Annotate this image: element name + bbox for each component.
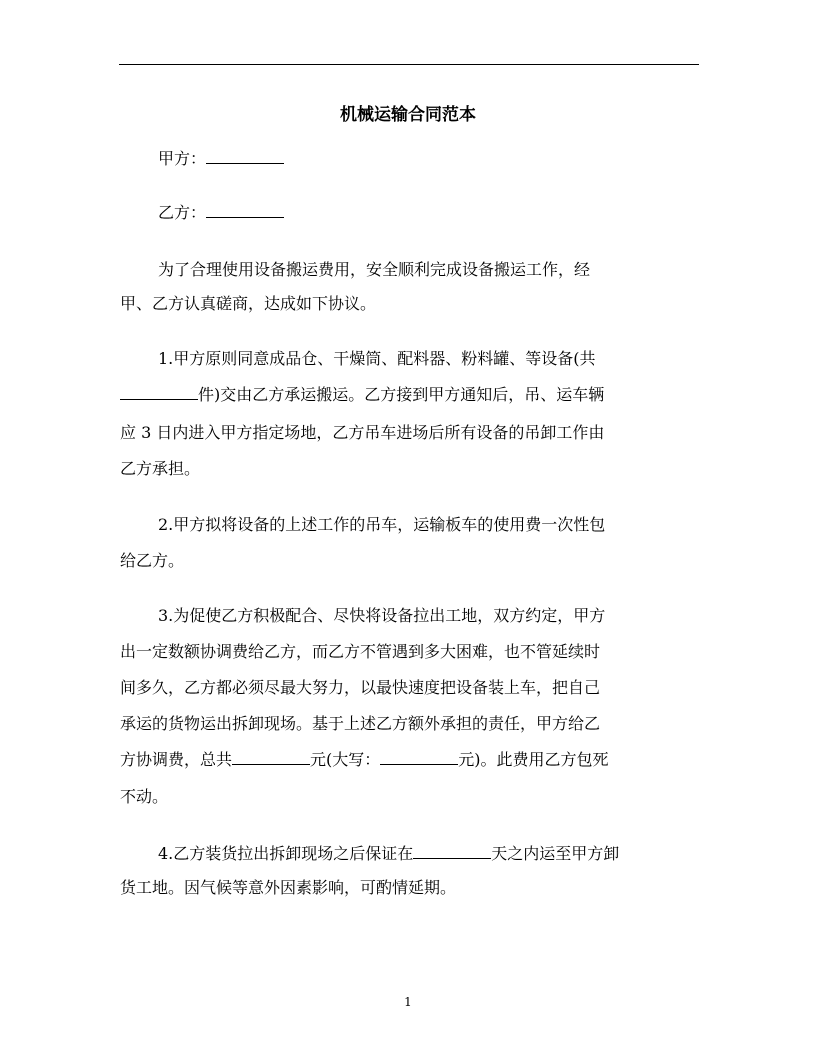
clause3-fee-capital-label: 元(大写： bbox=[310, 750, 381, 769]
clause3-fee-capital-blank bbox=[380, 746, 458, 765]
party-b-blank bbox=[206, 199, 284, 218]
clause4-line-1 bbox=[158, 840, 619, 868]
clause1-quantity-blank bbox=[120, 381, 198, 400]
intro-line-1: 为了合理使用设备搬运费用，安全顺利完成设备搬运工作，经 bbox=[158, 260, 591, 279]
clause4-line-2: 货工地。因气候等意外因素影响，可酌情延期。 bbox=[120, 878, 457, 897]
clause1-line-2-text: 件)交由乙方承运搬运。乙方接到甲方通知后，吊、运车辆 bbox=[198, 385, 605, 404]
clause3-line-6: 不动。 bbox=[120, 787, 169, 806]
party-b-label: 乙方： bbox=[158, 203, 207, 222]
clause3-fee-tail: 元)。此费用乙方包死 bbox=[458, 750, 609, 769]
clause1-line-2 bbox=[120, 381, 604, 409]
clause3-line-3: 间多久，乙方都必须尽最大努力，以最快速度把设备装上车，把自己 bbox=[120, 678, 601, 697]
clause3-line-1: 3.为促使乙方积极配合、尽快将设备拉出工地，双方约定，甲方 bbox=[158, 606, 606, 625]
party-b-line bbox=[158, 199, 284, 227]
party-a-line bbox=[158, 145, 284, 173]
clause4-text-a: 4.乙方装货拉出拆卸现场之后保证在 bbox=[158, 844, 414, 863]
intro-line-2: 甲、乙方认真磋商，达成如下协议。 bbox=[120, 294, 377, 313]
clause1-line-4: 乙方承担。 bbox=[120, 459, 201, 478]
clause1-line-1: 1.甲方原则同意成品仓、干燥筒、配料器、粉料罐、等设备(共 bbox=[158, 349, 596, 368]
page-number: 1 bbox=[404, 995, 412, 1009]
clause3-line-4: 承运的货物运出拆卸现场。基于上述乙方额外承担的责任，甲方给乙 bbox=[120, 714, 601, 733]
party-a-label: 甲方： bbox=[158, 149, 207, 168]
clause2-line-2: 给乙方。 bbox=[120, 551, 185, 570]
clause4-text-b: 天之内运至甲方卸 bbox=[491, 844, 620, 863]
header-rule bbox=[119, 64, 699, 65]
clause4-days-blank bbox=[413, 840, 491, 859]
clause2-line-1: 2.甲方拟将设备的上述工作的吊车，运输板车的使用费一次性包 bbox=[158, 515, 606, 534]
document-title: 机械运输合同范本 bbox=[340, 105, 476, 125]
clause3-fee-label: 方协调费，总共 bbox=[120, 750, 233, 769]
clause3-line-5 bbox=[120, 746, 609, 774]
clause3-line-2: 出一定数额协调费给乙方，而乙方不管遇到多大困难，也不管延续时 bbox=[120, 642, 601, 661]
clause1-line-3: 应 3 日内进入甲方指定场地，乙方吊车进场后所有设备的吊卸工作由 bbox=[120, 423, 605, 442]
party-a-blank bbox=[206, 145, 284, 164]
clause3-fee-amount-blank bbox=[232, 746, 310, 765]
